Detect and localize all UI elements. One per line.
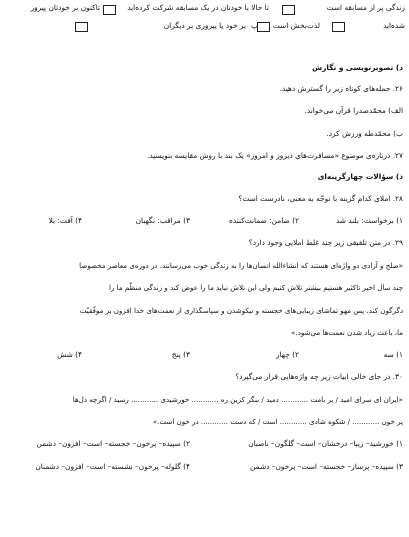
question-27: ۲۷. درباره‌ی موضوع «مسافرت‌های دیروز و امروز» یک بند با روش مقایسه بنویسید. [147,151,403,160]
survey-text-3: تاکنون بر خودتان پیروز [30,3,100,12]
checkbox-3[interactable] [332,22,345,32]
checkbox-2[interactable] [103,5,116,15]
question-28-option-4: ۴) آفت: بلا [48,216,82,225]
section-d-heading: د) تصویرنویسی و نگارش [311,63,403,72]
question-26-b: ب) محمّدطه ورزش کرد. [326,129,403,138]
question-28-option-3: ۳) مراقب: نگهبان [135,216,190,225]
question-30-option-1: ۱) خورشید– زیبا– درخشان– است– گلگون– ناصبان [248,439,403,448]
checkbox-1[interactable] [282,5,295,15]
survey-text-5: لذت‌بخش است [272,21,320,30]
question-26-a: الف) محمّدصدرا قرآن می‌خواند. [304,106,403,115]
checkbox-4[interactable] [257,22,270,32]
question-29-text-line-4: ما، باعث زیاد شدن نعمت‌ها می‌شود.» [291,328,403,337]
survey-text-7: بر خود یا پیروزی بر دیگران [163,21,246,30]
question-26: ۲۶. جمله‌های کوتاه زیر را گسترش دهید. [279,84,403,93]
question-29-option-3: ۳) پنج [171,350,190,359]
survey-text-1: زندگی پر از مسابقه است [326,3,405,12]
question-30-option-2: ۲) سپیده– پرخون– خجسته– است– افزون– دشمن [36,439,190,448]
question-29-text-line-1: «صلح و آزادی دو واژه‌ای هستند که انشاءالله انسان‌ها را به زندگی خوب می‌رسانند. در دوره‌ی معاصر مخصوصا [79,261,403,270]
question-28-option-1: ۱) برخواست: بلند شد [335,216,403,225]
question-28-option-2: ۲) ضامن: ضمانت‌کننده [228,216,299,225]
question-29-text-line-2: چند سال اخیر تاکثیر هستیم بیشتر تلاش کنیم ولی این تلاش نباید ما را عوض کند و زندگی منظّم ما را [109,283,403,292]
question-30-option-3: ۳) سپیده– پرساز– خجسته– است– پرخون– دشمن [250,462,403,471]
question-29-option-4: ۴) شش [57,350,82,359]
survey-text-2: تا حالا با خودتان در یک مسابقه شرکت کرده‌اید [127,3,269,12]
question-29-option-2: ۲) چهار [275,350,299,359]
question-29-option-1: ۱) سه [383,350,403,359]
question-30: ۳۰. در جای خالی ابیات زیر چه واژه‌هایی قرار می‌گیرد؟ [235,372,403,381]
survey-text-4: شده‌اید [383,21,405,30]
survey-text-6: پ [251,21,258,30]
section-h-heading: ذ) سؤالات چهارگزینه‌ای [317,172,403,181]
question-29: ۲۹. در متن تلفیقی زیر چند غلط املایی وجود دارد؟ [248,238,403,247]
question-29-text-line-3: دگرگون کند. پس مهو تماشای زیبایی‌های خجسته و نیکوشدن و سپاسگذاری از نعمت‌های خدا افزون بر موفّقیّت [79,306,403,315]
question-28: ۲۸. املای کدام گزینه با توجّه به معنی، نادرست است؟ [238,194,403,203]
question-30-option-4: ۴) گلوله– پرخون– نشسته– است– افزون– دشمنان [35,462,190,471]
checkbox-5[interactable] [75,22,88,32]
question-30-verse-1: «ایران ای سرای امید / بر بامت ............ دمید / بنگر کزین ره ............ خورشیدی ............ رسید / اگرچه دل‌ها [72,395,403,404]
question-30-verse-2: پر خون ............ / شکوه شادی ............ است / که دست ............ در خون است.» [152,417,403,426]
